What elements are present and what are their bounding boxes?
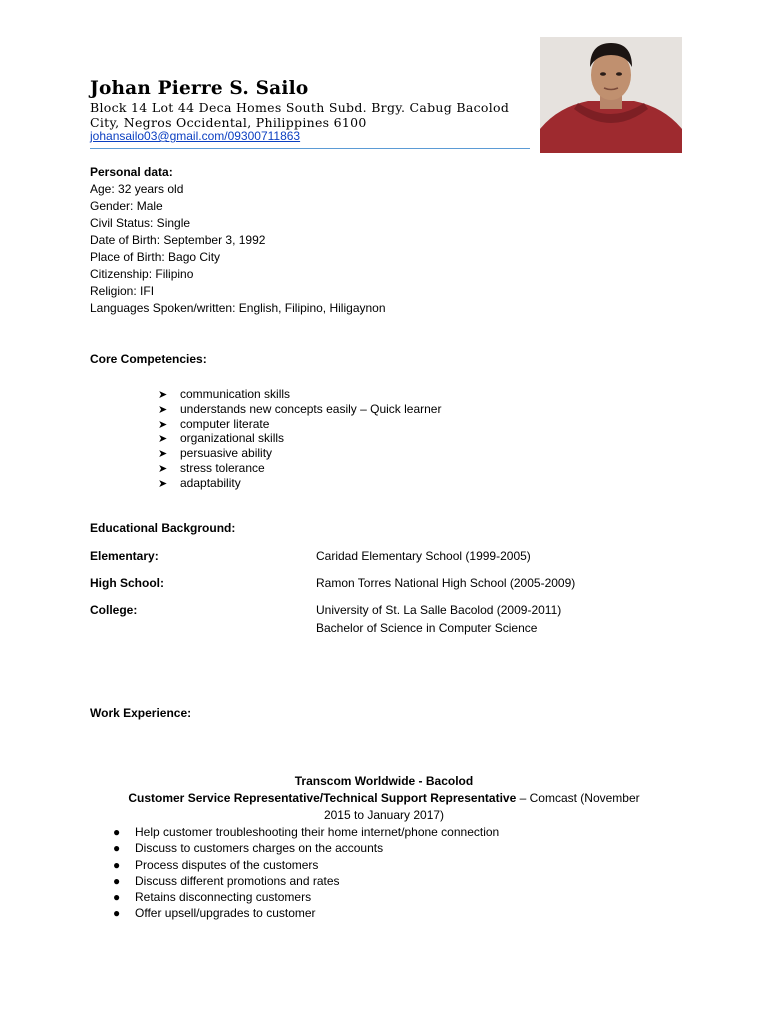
competency-label: computer literate (180, 417, 270, 431)
competencies-heading: Core Competencies: (90, 352, 207, 366)
competency-label: adaptability (180, 476, 241, 490)
arrow-bullet-icon: ➤ (158, 478, 168, 490)
competency-item (158, 387, 290, 401)
competency-item (158, 431, 284, 445)
college-course: Bachelor of Science in Computer Science (316, 621, 538, 635)
bullet-dot-icon: ● (113, 841, 121, 855)
address-line-1: Block 14 Lot 44 Deca Homes South Subd. Brgy. Cabug Bacolod (90, 100, 510, 115)
personal-birth-place: Place of Birth: Bago City (90, 250, 221, 264)
competency-label: communication skills (180, 387, 291, 401)
personal-birth-date: Date of Birth: September 3, 1992 (90, 233, 266, 247)
job-client-dates: – Comcast (November (516, 791, 640, 805)
arrow-bullet-icon: ➤ (158, 389, 168, 401)
address-line-2: City, Negros Occidental, Philippines 6100 (90, 115, 367, 130)
competency-item (158, 417, 269, 431)
highschool-label: High School: (90, 576, 164, 590)
header-divider (90, 148, 530, 149)
education-heading: Educational Background: (90, 521, 236, 535)
personal-heading: Personal data: (90, 165, 173, 179)
work-heading: Work Experience: (90, 706, 192, 720)
highschool-school: Ramon Torres National High School (2005-2009) (316, 576, 576, 590)
duty-item (113, 825, 499, 839)
job-title-line (90, 791, 678, 805)
contact-link[interactable]: johansailo03@gmail.com/09300711863 (90, 129, 301, 143)
company-name: Transcom Worldwide - Bacolod (294, 774, 474, 788)
bullet-dot-icon: ● (113, 858, 121, 872)
elementary-school: Caridad Elementary School (1999-2005) (316, 549, 531, 563)
personal-age: Age: 32 years old (90, 182, 184, 196)
bullet-dot-icon: ● (113, 825, 121, 839)
duty-label: Discuss different promotions and rates (135, 874, 340, 888)
competency-label: persuasive ability (180, 446, 273, 460)
bullet-dot-icon: ● (113, 906, 121, 920)
competency-label: stress tolerance (180, 461, 265, 475)
profile-photo (540, 37, 682, 153)
competency-item (158, 446, 272, 460)
arrow-bullet-icon: ➤ (158, 463, 168, 475)
duty-label: Offer upsell/upgrades to customer (135, 906, 316, 920)
bullet-dot-icon: ● (113, 874, 121, 888)
duty-item (113, 906, 316, 920)
job-dates-line: 2015 to January 2017) (323, 808, 445, 822)
resume-name: Johan Pierre S. Sailo (90, 78, 309, 99)
job-position: Customer Service Representative/Technical Support Representative (128, 791, 517, 805)
personal-religion: Religion: IFI (90, 284, 155, 298)
arrow-bullet-icon: ➤ (158, 419, 168, 431)
personal-citizenship: Citizenship: Filipino (90, 267, 194, 281)
duty-item (113, 841, 383, 855)
personal-civil-status: Civil Status: Single (90, 216, 191, 230)
competency-label: organizational skills (180, 431, 285, 445)
arrow-bullet-icon: ➤ (158, 404, 168, 416)
bullet-dot-icon: ● (113, 890, 121, 904)
college-school: University of St. La Salle Bacolod (2009-2011) (316, 603, 562, 617)
competency-item (158, 402, 441, 416)
college-label: College: (90, 603, 138, 617)
duty-item (113, 874, 340, 888)
elementary-label: Elementary: (90, 549, 159, 563)
competency-item (158, 476, 241, 490)
competency-item (158, 461, 265, 475)
personal-languages: Languages Spoken/written: English, Filipino, Hiligaynon (90, 301, 386, 315)
arrow-bullet-icon: ➤ (158, 433, 168, 445)
duty-label: Retains disconnecting customers (135, 890, 312, 904)
duty-item (113, 890, 311, 904)
duty-label: Help customer troubleshooting their home internet/phone connection (135, 825, 500, 839)
personal-gender: Gender: Male (90, 199, 163, 213)
competency-label: understands new concepts easily – Quick learner (180, 402, 442, 416)
duty-item (113, 858, 318, 872)
duty-label: Process disputes of the customers (135, 858, 319, 872)
arrow-bullet-icon: ➤ (158, 448, 168, 460)
duty-label: Discuss to customers charges on the accounts (135, 841, 384, 855)
